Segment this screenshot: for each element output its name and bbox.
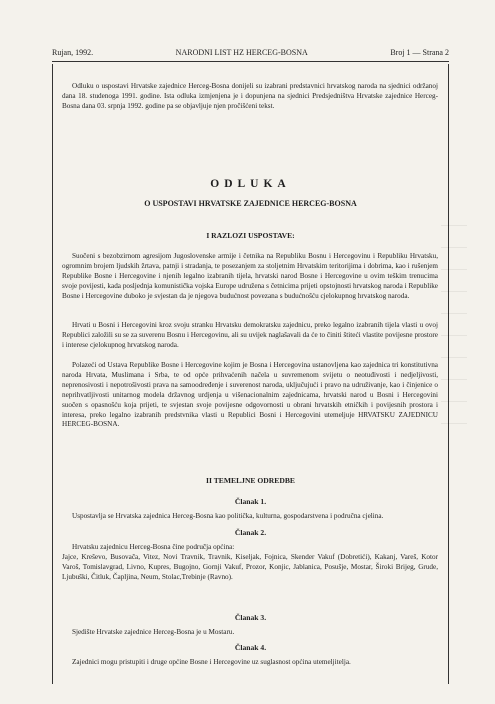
- document-title: ODLUKA: [210, 178, 291, 190]
- article-4-label: Članak 4.: [234, 643, 267, 652]
- article-1-label: Članak 1.: [234, 497, 267, 506]
- header-issue: Broj 1 — Strana 2: [390, 48, 449, 57]
- article-3-text: Sjedište Hrvatske zajednice Herceg-Bosna je u Mostaru.: [72, 628, 235, 636]
- paper-fold-shadow: [441, 225, 467, 445]
- section-heading-provisions: II TEMELJNE ODREDBE: [206, 476, 295, 485]
- article-2-lead: Hrvatsku zajednicu Herceg-Bosna čine područja općina:: [72, 543, 235, 551]
- header-publication: NARODNI LIST HZ HERCEG-BOSNA: [175, 48, 308, 57]
- section1-paragraph: Polazeći od Ustava Republike Bosne i Hercegovine kojim je Bosna i Hercegovina ustanovljena kao zajednica tri konstitutivna naroda Hrvata, Muslimana i Srba, te od opće prihvaćenih načela u suvremenom svijetu o neotuđivosti i nedjeljivosti, neprenosivosti i nepotrošivosti prava na samoodređenje i suverenost naroda, uključujući i pravo na udruživanje, kao i činjenice o neprihvatljivosti unitarnog modela državnog urdjenja u višenacionalnim zajednicama, hrvatski narod u Bosni i Hercegovini suočen s opasnošću koja prijeti, te svjestan svoje povijesne odgovornosti u obrani hrvatskih etničkih i povijesnih prostora i interesa, preko legalno izabranih predstvnika vlasti u Republici Bosni i Hercegovini utemeljuje HRVATSKU ZAJEDNICU HERCEG-BOSNA.: [62, 361, 438, 429]
- article-1-text: Uspostavlja se Hrvatska zajednica Herceg-Bosna kao politička, kulturna, gospodarstvena i područna cjelina.: [72, 512, 384, 520]
- section1-paragraph: Suočeni s bezobzirnom agresijom Jugoslovenske armije i četnika na Republiku Bosnu i Hercegovinu i Republiku Hrvatsku, ogromnim brojem ljudskih žrtava, patnji i stradanja, te posezanjem za stoljetnim Hrvatskim teritorijima i dobrima, kao i rušenjem Republike Bosne i Hercegovine i njenih legalno izabranih tijela, hrvatski narod Bosne i Hercegovine u ovim teškim trenucima svoje povijesti, kada posljednja komunistička vojska Europe udružena s četnicima prijeti opstojnosti hrvatskog naroda i Republike Bosne i Hercegovine duboko je svjestan da je njegova budućnost povezana s budućnošću cjelokupnog hrvatskog naroda.: [62, 252, 438, 300]
- header-rule: [52, 61, 449, 62]
- document-subtitle: O USPOSTAVI HRVATSKE ZAJEDNICE HERCEG-BOSNA: [144, 199, 357, 208]
- section1-paragraph: Hrvati u Bosni i Hercegovini kroz svoju stranku Hrvatsku demokratsku zajednicu, preko legalno izabranih tijela vlasti u ovoj Republici založili su se za suverenu Bosnu i Hercegovinu, ali su uvijek naglašavali da će to činiti štiteći vlastite povijesne prostore i interese cjelokupnog hrvatskog naroda.: [62, 321, 438, 349]
- section-heading-reasons: I RAZLOZI USPOSTAVE:: [206, 231, 295, 240]
- article-3-label: Članak 3.: [234, 613, 267, 622]
- intro-paragraph: Odluku o uspostavi Hrvatske zajednice Herceg-Bosna donijeli su izabrani predstavnici hrvatskog naroda na sjednici održanoj dana 18. studenoga 1991. godine. Ista odluka izmjenjena je i dopunjena na sjednici Predsjedništva Hrvatske zajednice Herceg-Bosna dana 03. srpnja 1992. godine pa se objavljuje njen pročišćeni tekst.: [62, 82, 438, 110]
- article-4-text: Zajednici mogu pristupiti i druge općine Bosne i Hercegovine uz suglasnost općina utemeljitelja.: [72, 658, 351, 666]
- header-date: Rujan, 1992.: [52, 48, 94, 57]
- page-header: [52, 48, 449, 57]
- article-2-municipalities: Jajce, Kreševo, Busovača, Vitez, Novi Travnik, Travnik, Kiseljak, Fojnica, Skender Vakuf (Dobretići), Kakanj, Vareš, Kotor Varoš, Tomislavgrad, Livno, Kupres, Bugojno, Gornji Vakuf, Prozor, Konjic, Jablanica, Posušje, Mostar, Široki Brijeg, Grude, Ljubuški, Čitluk, Čapljina, Neum, Stolac,Trebinje (Ravno).: [62, 552, 438, 581]
- article-2-label: Članak 2.: [234, 528, 267, 537]
- article-2-body: [62, 543, 438, 583]
